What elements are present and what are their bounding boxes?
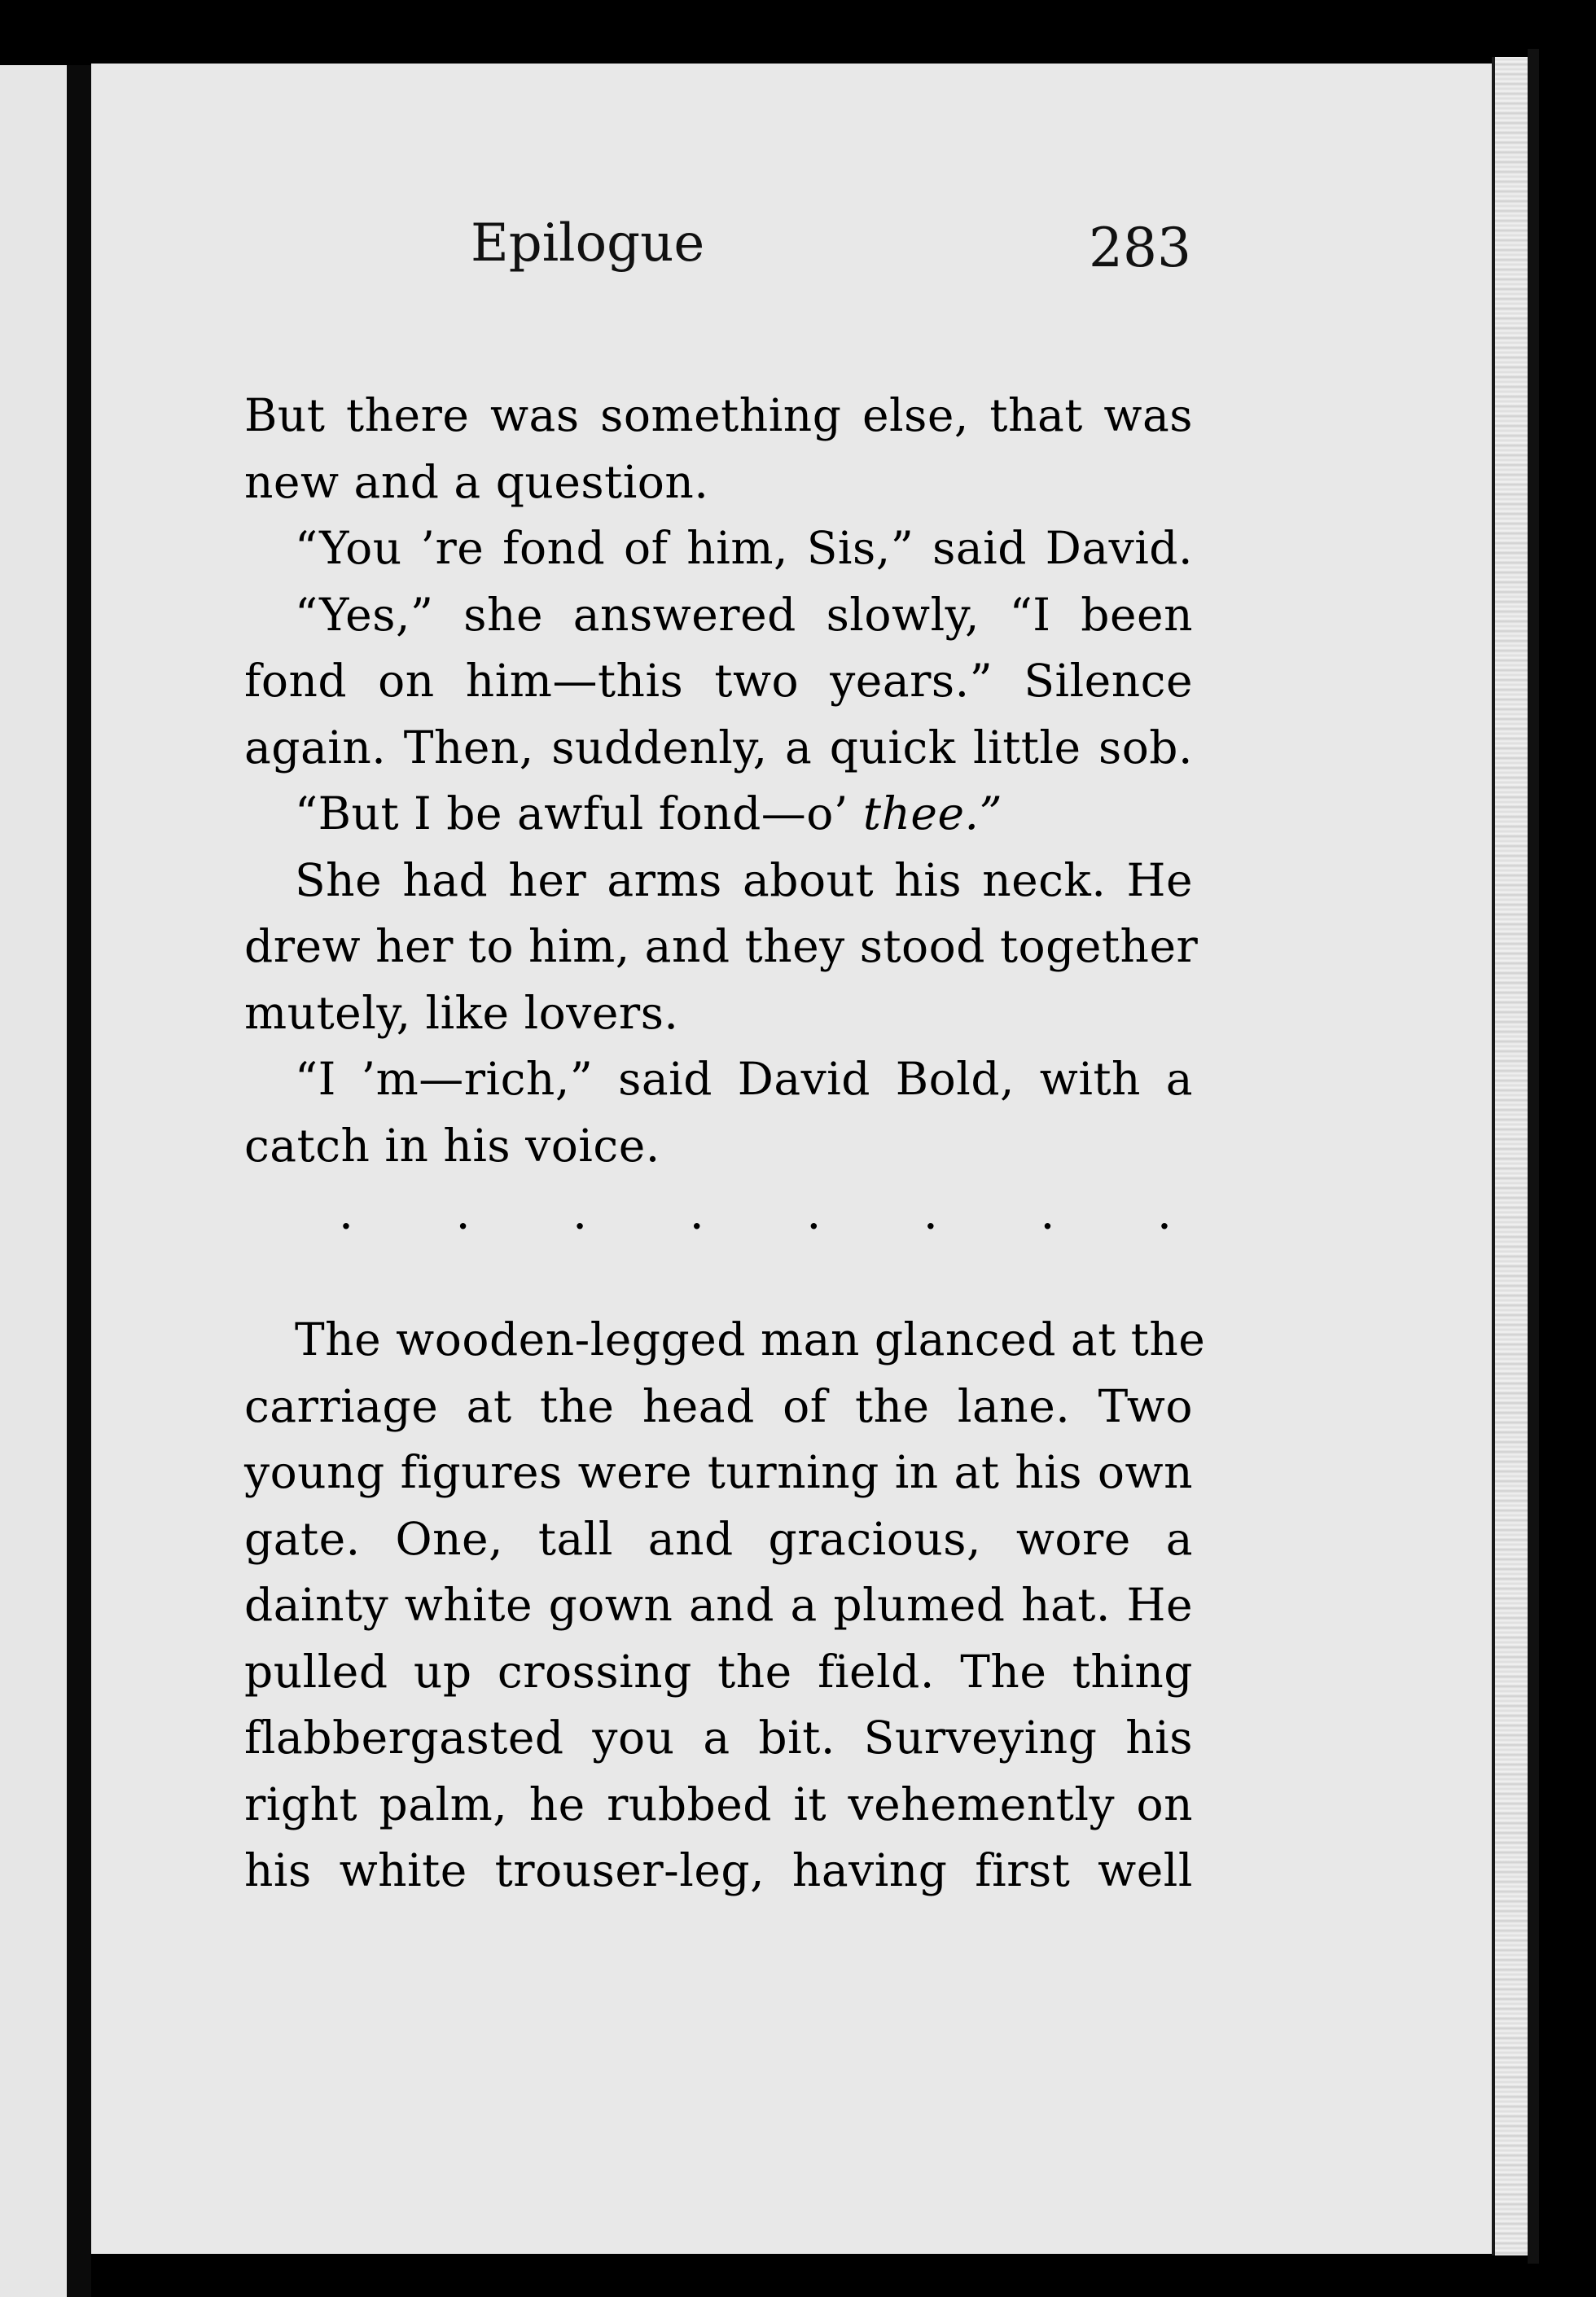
dot: . — [340, 1199, 352, 1237]
dot: . — [691, 1199, 703, 1237]
text-line: “Yes,” she answered slowly, “I been — [295, 588, 1193, 641]
italic-word: thee.” — [862, 787, 1003, 839]
text-line: drew her to him, and they stood together — [244, 920, 1199, 972]
text-line: carriage at the head of the lane. Two — [244, 1379, 1193, 1432]
facing-page-edge — [0, 65, 67, 2297]
page-number: 283 — [1089, 217, 1191, 279]
text-line: flabbergasted you a bit. Surveying his — [244, 1712, 1193, 1764]
page-text — [244, 383, 1206, 1905]
text-line: “I ’m—rich,” said David Bold, with a — [295, 1053, 1193, 1105]
gutter-shadow — [67, 65, 91, 2297]
text-line: his white trouser-leg, having first well — [244, 1844, 1193, 1896]
text-line: pulled up crossing the field. The thing — [244, 1645, 1193, 1698]
dot: . — [1159, 1199, 1170, 1237]
dot: . — [1041, 1199, 1054, 1237]
text-line: But there was something else, that was — [244, 389, 1193, 441]
section-break-dots — [244, 1179, 1193, 1256]
text-span: “But I be awful fond—o’ — [295, 787, 863, 839]
text-line: again. Then, suddenly, a quick little sob. — [244, 721, 1193, 774]
dot: . — [924, 1199, 936, 1237]
text-line: dainty white gown and a plumed hat. He — [244, 1579, 1193, 1631]
text-line: The wooden-legged man glanced at the — [295, 1313, 1206, 1365]
dot: . — [574, 1199, 586, 1237]
text-line: She had her arms about his neck. He — [295, 853, 1193, 906]
page-header — [153, 213, 1191, 295]
text-line — [244, 781, 1193, 848]
text-line: gate. One, tall and gracious, wore a — [244, 1512, 1193, 1565]
dot: . — [808, 1199, 820, 1237]
text-line: new and a question. — [244, 455, 709, 508]
dot: . — [457, 1199, 469, 1237]
text-line: young figures were turning in at his own — [244, 1446, 1193, 1498]
text-line: catch in his voice. — [244, 1119, 660, 1172]
text-line: right palm, he rubbed it vehemently on — [244, 1778, 1193, 1830]
running-head: Epilogue — [471, 213, 705, 274]
page-stack-edge — [1492, 57, 1531, 2255]
page-edge-shadow — [1528, 49, 1539, 2264]
section-gap — [244, 1256, 1193, 1307]
text-line: “You ’re fond of him, Sis,” said David. — [295, 522, 1193, 574]
text-line: mutely, like lovers. — [244, 986, 679, 1039]
text-line: fond on him—this two years.” Silence — [244, 655, 1193, 707]
